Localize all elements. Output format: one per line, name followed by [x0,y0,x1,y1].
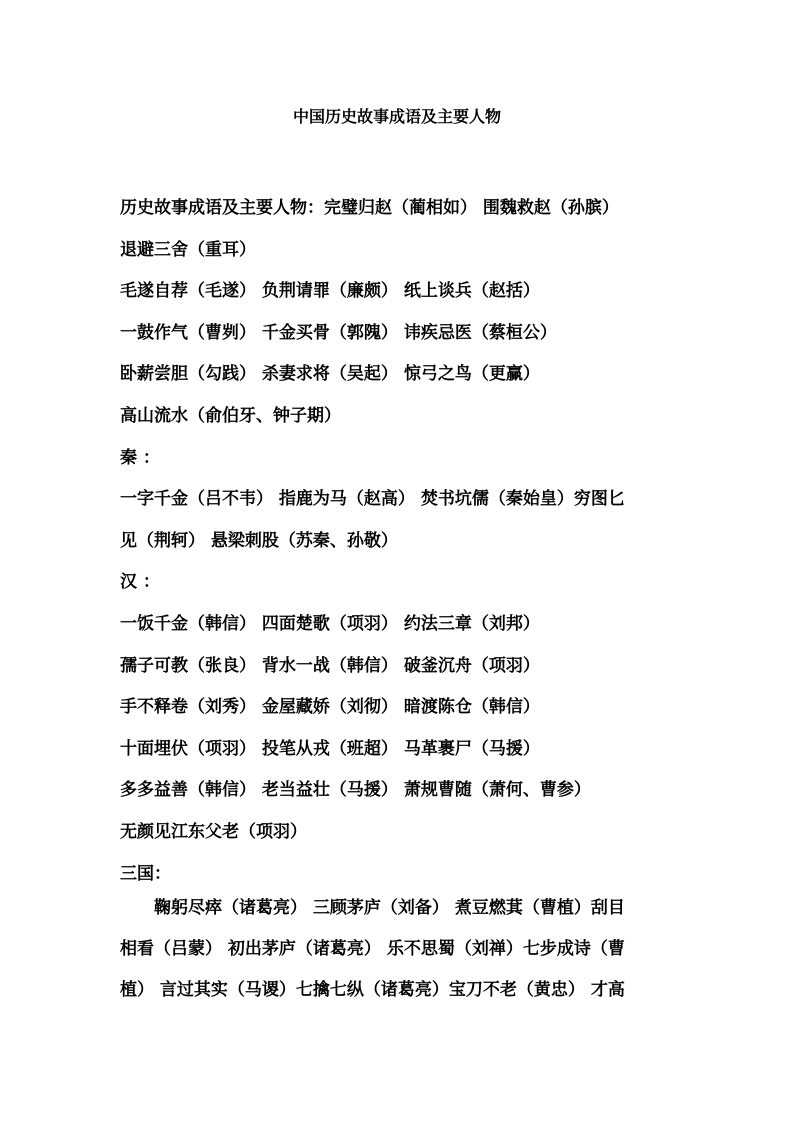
text-line: 毛遂自荐（毛遂） 负荆请罪（廉颇） 纸上谈兵（赵括） [120,281,540,302]
text-line: 见（荆轲） 悬梁刺股（苏秦、孙敬） [120,530,398,551]
text-line: 一饭千金（韩信） 四面楚歌（项羽） 约法三章（刘邦） [120,613,540,634]
section-heading-han: 汉 ： [120,572,160,593]
text-line: 手不释卷（刘秀） 金屋藏娇（刘彻） 暗渡陈仓（韩信） [120,697,540,718]
section-heading-qin: 秦 ： [120,447,160,468]
text-line: 多多益善（韩信） 老当益壮（马援） 萧规曹随（萧何、曹参） [120,780,591,801]
text-line: 孺子可教（张良） 背水一战（韩信） 破釜沉舟（项羽） [120,655,540,676]
idiom-list [120,188,700,895]
text-line: 高山流水（俞伯牙、钟子期） [120,405,341,426]
section-heading-three-kingdoms: 三国： [120,863,171,884]
paragraph-line: 相看（吕蒙） 初出茅庐（诸葛亮） 乐不思蜀（刘禅）七步成诗（曹 [120,939,625,959]
text-line: 退避三舍（重耳） [120,239,256,260]
paragraph-line: 植） 言过其实（马谡）七擒七纵（诸葛亮）宝刀不老（黄忠） 才高 [120,980,625,1000]
paragraph-line: 鞠躬尽瘁（诸葛亮） 三顾茅庐（刘备） 煮豆燃萁（曹植）刮目 [154,898,625,918]
text-line: 十面埋伏（项羽） 投笔从戎（班超） 马革裹尸（马援） [120,738,540,759]
text-line: 一字千金（吕不韦） 指鹿为马（赵高） 焚书坑儒（秦始皇）穷图匕 [120,489,625,510]
three-kingdoms-paragraph [120,888,692,1011]
text-line: 无颜见江东父老（项羽） [120,821,307,842]
text-line: 一鼓作气（曹刿） 千金买骨（郭隗） 讳疾忌医（蔡桓公） [120,322,557,343]
document-title: 中国历史故事成语及主要人物 [292,107,501,126]
text-line: 卧薪尝胆（勾践） 杀妻求将（吴起） 惊弓之鸟（更赢） [120,364,540,385]
text-line: 历史故事成语及主要人物：完璧归赵（蔺相如） 围魏救赵（孙膑） [120,198,619,218]
